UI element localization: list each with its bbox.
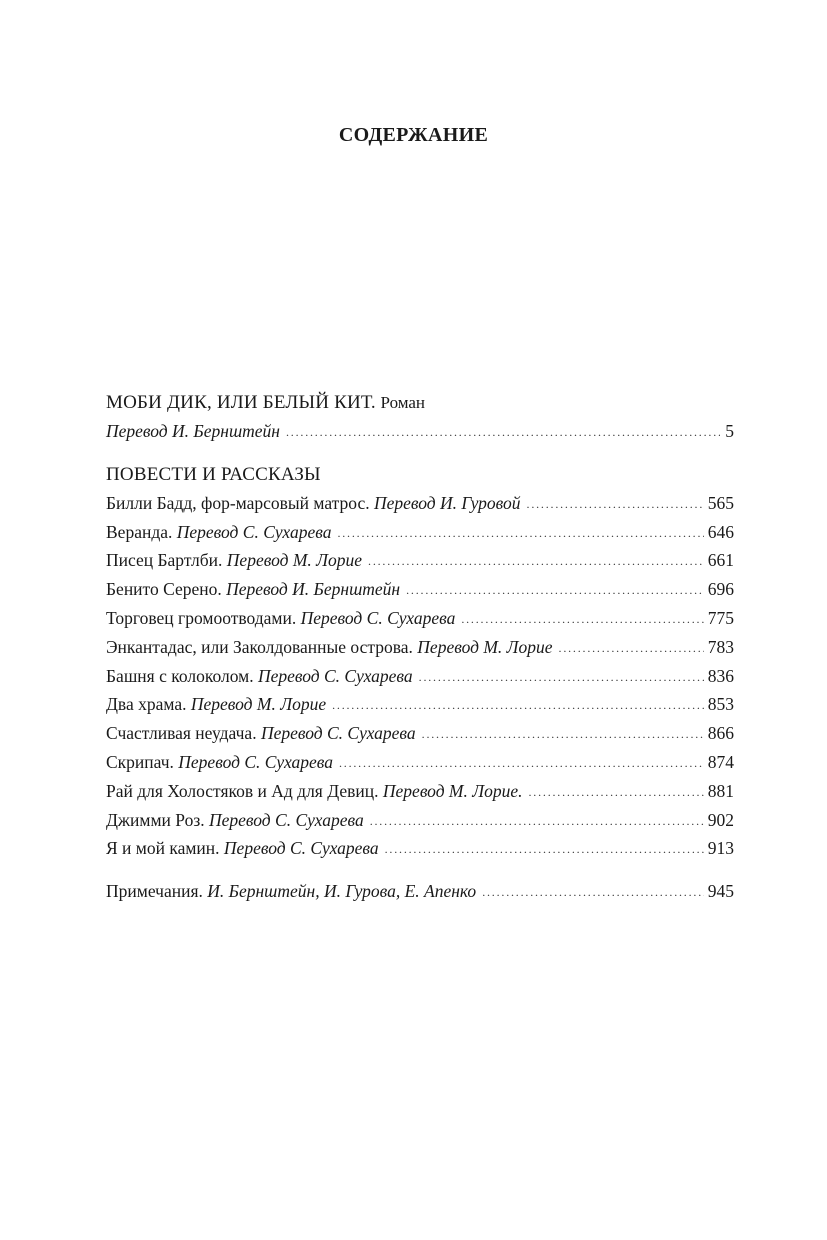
dot-leader [370,805,704,836]
section-spacer [106,446,734,460]
entry-title: Веранда. [106,521,173,542]
toc-entry-story[interactable] [106,834,734,863]
entry-translator: Перевод С. Сухарева [223,838,379,859]
entry-text [106,604,455,633]
entry-title: Торговец громоотводами. [106,607,297,628]
entry-text [106,748,333,777]
toc-entry-story[interactable] [106,489,734,518]
entry-text [106,662,413,691]
stories-heading [106,460,734,489]
dot-leader [529,776,704,807]
entry-title: Билли Бадд, фор-марсовый матрос. [106,492,370,513]
dot-leader [461,603,703,634]
toc-entry-novel[interactable] [106,417,734,446]
dot-leader [337,517,703,548]
page-title: СОДЕРЖАНИЕ [338,124,489,146]
entry-page-number: 696 [707,579,734,600]
toc-entry-story[interactable] [106,806,734,835]
entry-text [106,417,280,446]
section-spacer [106,863,734,877]
entry-title: Писец Бартлби. [106,550,223,571]
entry-page-number: 661 [707,550,734,571]
entry-text [106,546,362,575]
entry-text [106,877,476,906]
entry-translator: Перевод С. Сухарева [300,607,456,628]
entry-text [106,489,521,518]
entry-translator: И. Бернштейн, И. Гурова, Е. Апенко [207,881,477,902]
entry-translator: Перевод С. Сухарева [257,665,413,686]
dot-leader [385,833,704,864]
entry-page-number: 874 [707,751,734,772]
entry-page-number: 775 [707,607,734,628]
entry-text [106,719,416,748]
toc-entry-story[interactable] [106,690,734,719]
entry-page-number: 913 [707,838,734,859]
entry-title: Скрипач. [106,751,174,772]
entry-text [106,834,379,863]
entry-page-number: 783 [707,636,734,657]
entry-translator: Перевод С. Сухарева [209,809,364,830]
entry-translator: Перевод И. Бернштейн [106,421,280,441]
entry-title: Счастливая неудача. [106,723,257,744]
entry-title: Два храма. [106,694,187,715]
stories-list [106,489,734,863]
toc-entry-story[interactable] [106,604,734,633]
dot-leader [368,545,704,576]
entry-title: Башня с колоколом. [106,665,254,686]
entry-translator: Перевод М. Лорие [190,694,327,715]
novel-genre: Роман [380,393,426,412]
entry-page-number: 565 [707,492,734,513]
toc-entry-story[interactable] [106,662,734,691]
entry-text [106,575,400,604]
entry-page-number: 902 [707,809,734,830]
dot-leader [332,689,704,720]
toc-entry-notes[interactable] [106,877,734,906]
stories-title: ПОВЕСТИ И РАССКАЗЫ [106,463,321,485]
entry-text [106,806,364,835]
toc-entry-story[interactable] [106,575,734,604]
dot-leader [339,747,704,778]
toc-entry-story[interactable] [106,777,734,806]
entry-translator: Перевод М. Лорие [417,636,553,657]
toc-entry-story[interactable] [106,719,734,748]
dot-leader [559,632,704,663]
novel-title: МОБИ ДИК, ИЛИ БЕЛЫЙ КИТ. [106,392,376,413]
entry-page-number: 5 [725,421,734,441]
toc-entry-story[interactable] [106,518,734,547]
dot-leader [419,661,704,692]
entry-text [106,777,523,806]
entry-translator: Перевод И. Гуровой [374,492,521,513]
entry-title: Примечания. [106,881,203,902]
entry-translator: Перевод И. Бернштейн [226,579,401,600]
entry-translator: Перевод М. Лорие. [382,780,523,801]
entry-title: Джимми Роз. [106,809,205,830]
novel-heading [106,388,734,417]
entry-title: Я и мой камин. [106,838,220,859]
entry-page-number: 836 [707,665,734,686]
table-of-contents [106,388,734,906]
entry-translator: Перевод С. Сухарева [176,521,332,542]
entry-title: Бенито Серено. [106,579,222,600]
toc-entry-story[interactable] [106,633,734,662]
entry-text [106,633,553,662]
entry-title: Энкантадас, или Заколдованные острова. [106,636,413,657]
dot-leader [286,416,720,447]
dot-leader [482,876,704,907]
entry-translator: Перевод М. Лорие [226,550,363,571]
entry-translator: Перевод С. Сухарева [260,723,416,744]
entry-page-number: 853 [707,694,734,715]
entry-title: Рай для Холостяков и Ад для Девиц. [106,780,379,801]
entry-text [106,690,326,719]
entry-page-number: 945 [707,881,734,902]
dot-leader [406,574,704,605]
entry-page-number: 881 [707,780,734,801]
toc-entry-story[interactable] [106,748,734,777]
toc-entry-story[interactable] [106,546,734,575]
dot-leader [527,488,704,519]
dot-leader [422,718,704,749]
entry-page-number: 646 [707,521,734,542]
entry-text [106,518,331,547]
entry-translator: Перевод С. Сухарева [178,751,333,772]
entry-page-number: 866 [707,723,734,744]
